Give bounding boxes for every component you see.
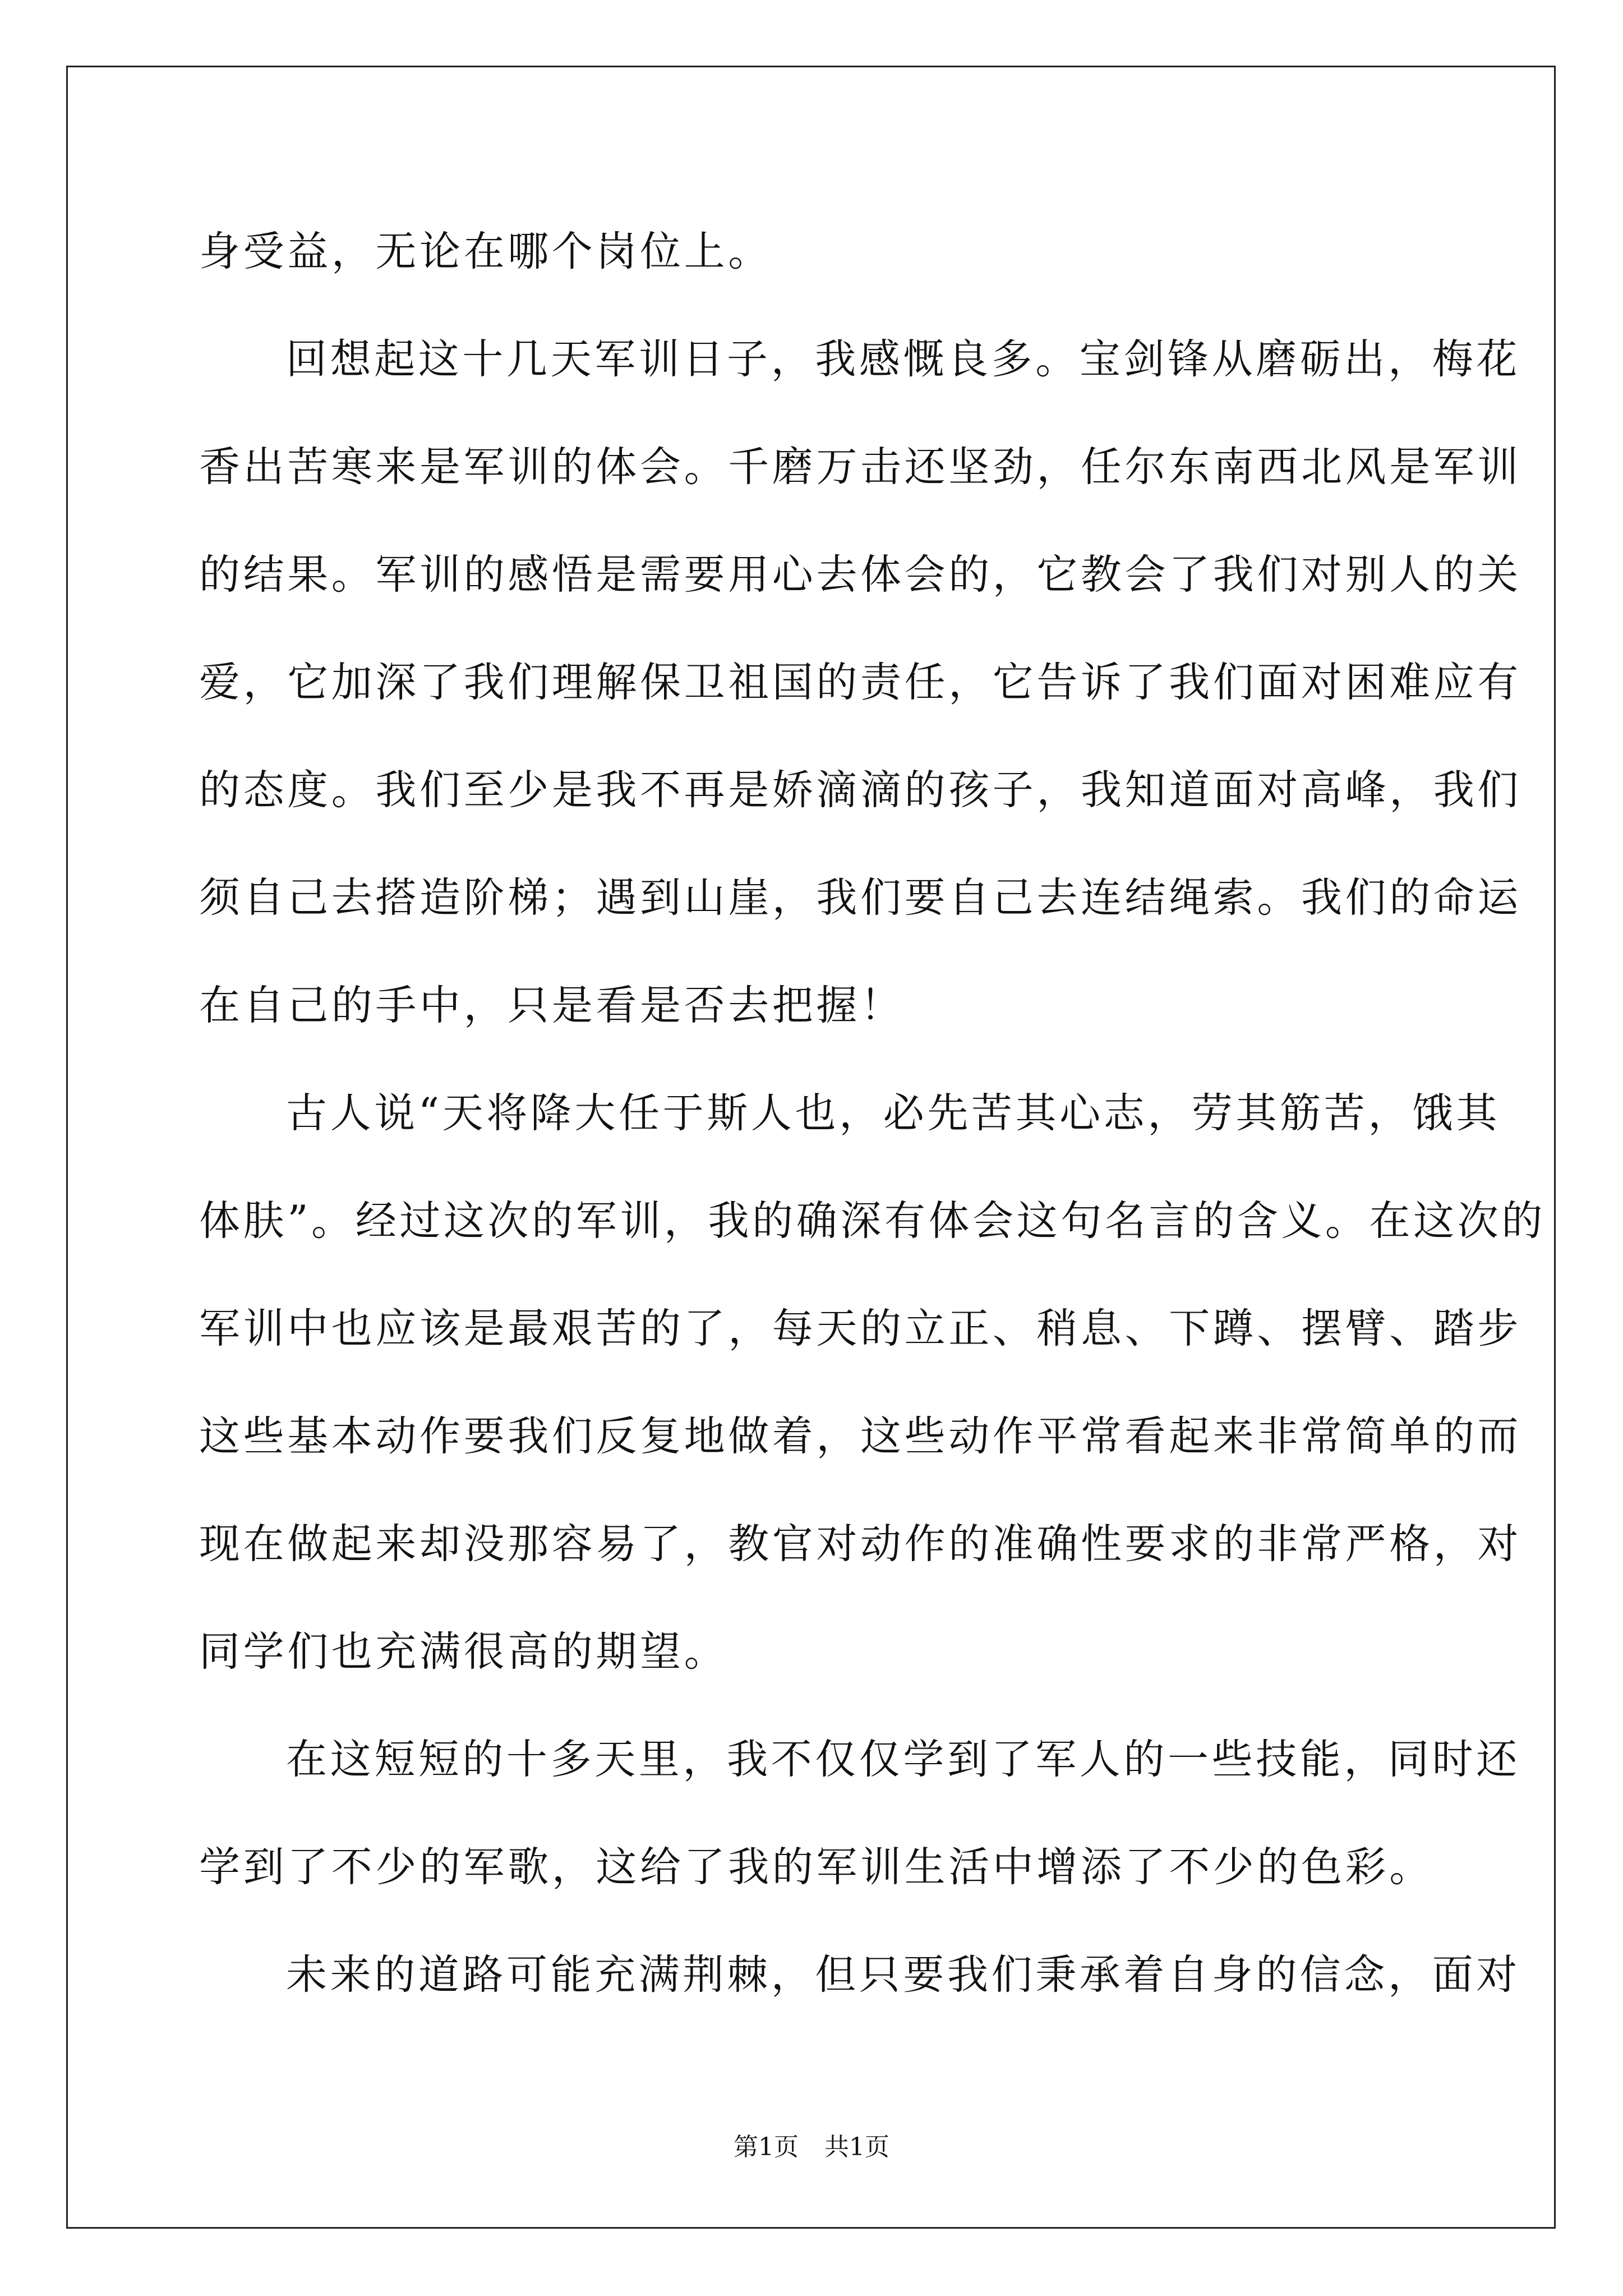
text-line: 同学们也充满很高的期望。: [199, 1628, 728, 1676]
text-line: 未来的道路可能充满荆棘，但只要我们秉承着自身的信念，面对: [286, 1951, 1520, 1999]
page-footer: [0, 2131, 1623, 2164]
text-line: 体肤”。经过这次的军训，我的确深有体会这句名言的含义。在这次的: [199, 1197, 1546, 1245]
text-line: 古人说“天将降大任于斯人也，必先苦其心志，劳其筋苦，饿其: [286, 1089, 1501, 1137]
text-line: 在这短短的十多天里，我不仅仅学到了军人的一些技能，同时还: [286, 1736, 1520, 1783]
text-line: 爱，它加深了我们理解保卫祖国的责任，它告诉了我们面对困难应有: [199, 659, 1521, 706]
page-number-current: 第1页: [734, 2133, 799, 2161]
text-line: 在自己的手中，只是看是否去把握！: [199, 982, 905, 1029]
text-line: 学到了不少的军歌，这给了我的军训生活中增添了不少的色彩。: [199, 1843, 1433, 1891]
text-line: 这些基本动作要我们反复地做着，这些动作平常看起来非常简单的而: [199, 1412, 1521, 1460]
text-line: 的结果。军训的感悟是需要用心去体会的，它教会了我们对别人的关: [199, 551, 1521, 599]
document-body: [199, 198, 1546, 2029]
text-line: 须自己去搭造阶梯；遇到山崖，我们要自己去连结绳索。我们的命运: [199, 874, 1521, 922]
text-line: 香出苦寒来是军训的体会。千磨万击还坚劲，任尔东南西北风是军训: [199, 443, 1521, 491]
text-line: 的态度。我们至少是我不再是娇滴滴的孩子，我知道面对高峰，我们: [199, 766, 1521, 814]
text-line: 军训中也应该是最艰苦的了，每天的立正、稍息、下蹲、摆臂、踏步: [199, 1305, 1521, 1352]
text-line: 回想起这十几天军训日子，我感慨良多。宝剑锋从磨砺出，梅花: [286, 335, 1520, 383]
page-number-total: 共1页: [824, 2133, 889, 2161]
text-line: 现在做起来却没那容易了，教官对动作的准确性要求的非常严格，对: [199, 1520, 1521, 1568]
text-line: 身受益，无论在哪个岗位上。: [199, 228, 772, 275]
